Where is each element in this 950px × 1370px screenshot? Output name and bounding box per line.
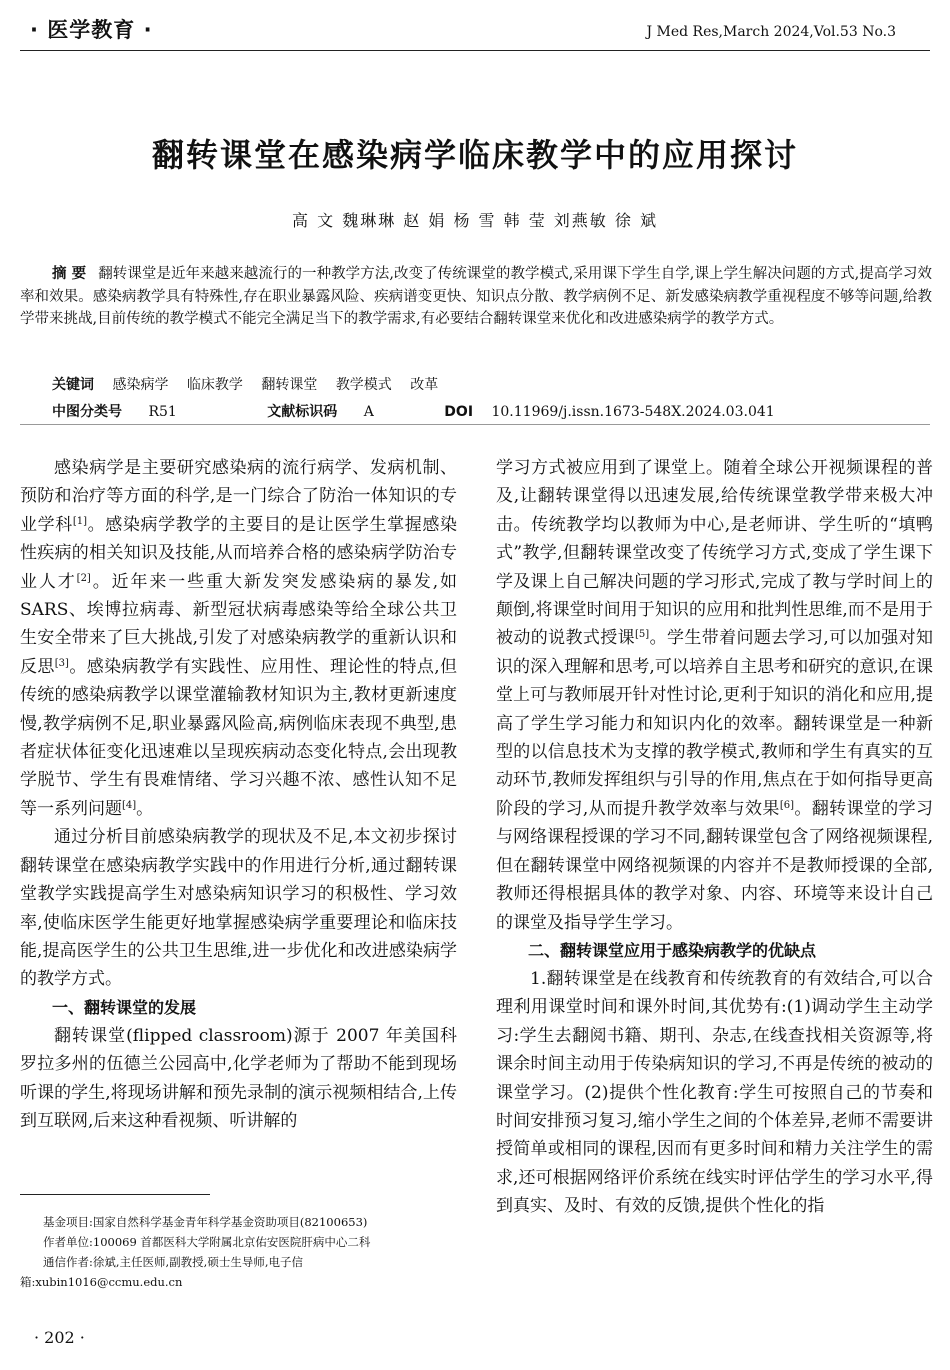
doi-value[interactable]: 10.11969/j.issn.1673-548X.2024.03.041 [491,404,775,420]
keyword: 临床教学 [186,377,243,393]
keyword: 翻转课堂 [261,377,318,393]
citation-ref[interactable]: [1] [72,515,88,527]
clc-value: R51 [148,404,177,420]
citation-ref[interactable]: [5] [635,629,650,641]
citation-ref[interactable]: [4] [122,799,137,811]
keyword: 改革 [410,377,439,393]
citation-ref[interactable]: [2] [76,572,91,584]
right-column [496,454,933,1221]
abstract-label: 摘 要 [52,266,87,282]
footnote-divider [20,1194,210,1195]
doc-code-value: A [363,404,374,420]
doi-label: DOI [444,404,474,420]
abstract-divider [20,424,930,425]
correspondence-note: 通信作者:徐斌,主任医师,副教授,硕士生导师,电子信箱:xubin1016@ccmu.edu.cn [20,1255,303,1289]
paragraph: 学习方式被应用到了课堂上。随着全球公开视频课程的普及,让翻转课堂得以迅速发展,给传统课堂教学带来极大冲击。传统教学均以教师为中心,是老师讲、学生听的“填鸭式”教学,但翻转课堂改变了传统学习方式,变成了学生课下学及课上自己解决问题的学习形式,完成了教与学时间上的颠倒,将课堂时间用于知识的应用和批判性思维,而不是用于被动的说教式授课[5]。学生带着问题去学习,可以加强对知识的深入理解和思考,可以培养自主思考和研究的意识,在课堂上可与教师展开针对性讨论,更利于知识的消化和应用,提高了学生学习能力和知识内化的效率。翻转课堂是一种新型的以信息技术为支撑的教学模式,教师和学生有真实的互动环节,教师发挥组织与引导的作用,焦点在于如何指导更高阶段的学习,从而提升教学效率与效果[6]。翻转课堂的学习与网络课程授课的学习不同,翻转课堂包含了网络视频课程,但在翻转课堂中网络视频课的内容并不是教师授课的全部,教师还得根据具体的教学对象、内容、环境等来设计自己的课堂及指导学生学习。 [496,458,933,933]
page-number: · 202 · [34,1328,85,1347]
keyword: 教学模式 [335,377,392,393]
abstract [20,263,932,331]
footnotes [20,1212,460,1292]
clc-label: 中图分类号 [52,404,122,420]
affiliation-note: 作者单位:100069 首都医科大学附属北京佑安医院肝病中心二科 [43,1235,371,1249]
fund-note: 基金项目:国家自然科学基金青年科学基金资助项目(82100653) [43,1215,368,1229]
article-title: 翻转课堂在感染病学临床教学中的应用探讨 [151,136,798,174]
keywords-label: 关键词 [52,377,94,393]
abstract-text: 翻转课堂是近年来越来越流行的一种教学方法,改变了传统课堂的教学模式,采用课下学生自学,课上学生解决问题的方式,提高学习效率和效果。感染病教学具有特殊性,存在职业暴露风险、疾病谱变更快、知识点分散、教学病例不足、新发感染病教学重视程度不够等问题,给教学带来挑战,目前传统的教学模式不能完全满足当下的教学需求,有必要结合翻转课堂来优化和改进感染病学的教学方式。 [20,266,932,327]
keyword: 感染病学 [112,377,169,393]
keywords-row [52,374,438,394]
author-list: 高 文 魏琳琳 赵 娟 杨 雪 韩 莹 刘燕敏 徐 斌 [292,211,658,230]
left-column [20,454,457,1135]
doc-code-label: 文献标识码 [267,404,338,420]
section-heading: 一、翻转课堂的发展 [52,997,197,1017]
paragraph: 感染病学是主要研究感染病的流行病学、发病机制、预防和治疗等方面的科学,是一门综合了防治一体知识的专业学科[1]。感染病学教学的主要目的是让医学生掌握感染性疾病的相关知识及技能,从而培养合格的感染病学防治专业人才[2]。近年来一些重大新发突发感染病的暴发,如 SARS、埃博拉病毒、新型冠状病毒感染等给全球公共卫生安全带来了巨大挑战,引发了对感染病教学的重新认识和反思[3]。感染病教学有实践性、应用性、理论性的特点,但传统的感染病教学以课堂灌输教材知识为主,教材更新速度慢,教学病例不足,职业暴露风险高,病例临床表现不典型,患者症状体征变化迅速难以呈现疾病动态变化特点,会出现教学脱节、学生有畏难情绪、学习兴趣不浓、感性认知不足等一系列问题[4]。 [20,458,458,819]
citation-ref[interactable]: [3] [54,657,69,669]
section-heading: 二、翻转课堂应用于感染病教学的优缺点 [528,940,817,960]
journal-citation: J Med Res,March 2024,Vol.53 No.3 [646,24,896,40]
header-divider [20,50,930,51]
paragraph: 1.翻转课堂是在线教育和传统教育的有效结合,可以合理利用课堂时间和课外时间,其优势有:(1)调动学生主动学习:学生去翻阅书籍、期刊、杂志,在线查找相关资源等,将课余时间主动用于传染病知识的学习,不再是传统的被动的课堂学习。(2)提供个性化教育:学生可按照自己的节奏和时间安排预习复习,缩小学生之间的个体差异,老师不需要讲授简单或相同的课程,因而有更多时间和精力关注学生的需求,还可根据网络评价系统在线实时评估学生的学习水平,得到真实、及时、有效的反馈,提供个性化的指 [496,968,933,1217]
classification-row [52,401,775,421]
citation-ref[interactable]: [6] [779,799,794,811]
paragraph: 翻转课堂(flipped classroom)源于 2007 年美国科罗拉多州的伍德兰公园高中,化学老师为了帮助不能到现场听课的学生,将现场讲解和预先录制的演示视频相结合,上传到互联网,后来这种看视频、听讲解的 [20,1025,457,1131]
section-label: · 医学教育 · [30,18,153,42]
paragraph: 通过分析目前感染病教学的现状及不足,本文初步探讨翻转课堂在感染病教学实践中的作用进行分析,通过翻转课堂教学实践提高学生对感染病知识学习的积极性、学习效率,使临床医学生能更好地掌握感染病学重要理论和临床技能,提高医学生的公共卫生思维,进一步优化和改进感染病学的教学方式。 [20,827,457,990]
